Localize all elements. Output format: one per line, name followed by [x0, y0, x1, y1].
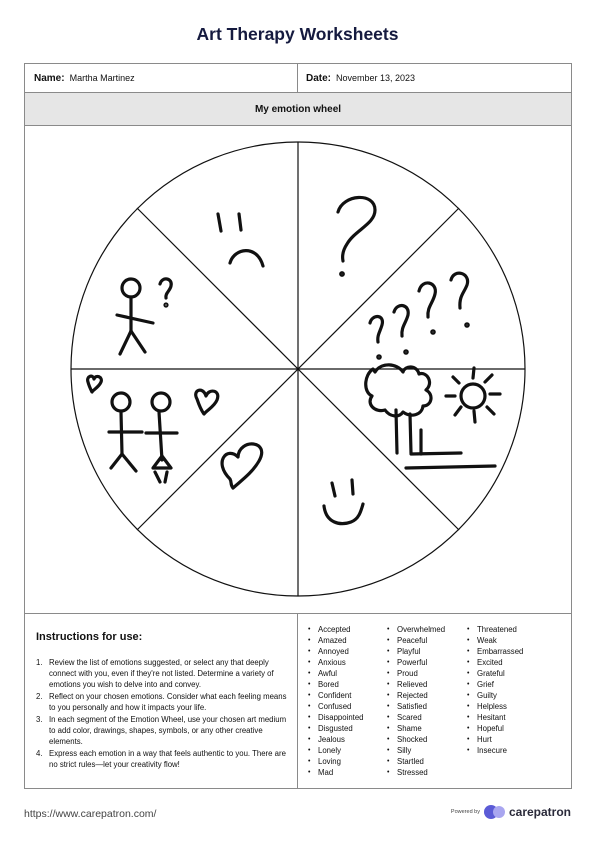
emotions-list	[307, 624, 569, 784]
emotion-item: • Shame	[386, 723, 445, 734]
instruction-step: Express each emotion in a way that feels authentic to you. There are no strict rules—let your creativity flow!	[49, 749, 286, 769]
emotion-item: • Peaceful	[386, 635, 445, 646]
bottom-row	[25, 613, 571, 788]
brand-name: carepatron	[508, 805, 571, 819]
emotion-item: • Hesitant	[466, 712, 523, 723]
emotion-item: • Confident	[307, 690, 364, 701]
emotion-item: • Accepted	[307, 624, 364, 635]
instruction-step: Review the list of emotions suggested, or select any that deeply connect with you, even if they're not listed. Determine a variety of emotions you wish to delve into and convey.	[49, 658, 274, 689]
name-cell[interactable]	[25, 64, 298, 92]
emotion-item: • Rejected	[386, 690, 445, 701]
emotion-item: • Excited	[466, 657, 523, 668]
carepatron-logo-icon	[484, 804, 506, 820]
emotion-item: • Helpless	[466, 701, 523, 712]
emotion-item: • Weak	[466, 635, 523, 646]
emotion-item: • Overwhelmed	[386, 624, 445, 635]
date-value: November 13, 2023	[336, 73, 416, 83]
emotion-item: • Jealous	[307, 734, 364, 745]
emotion-item: • Silly	[386, 745, 445, 756]
name-label: Name:	[34, 72, 65, 84]
date-cell[interactable]	[298, 64, 571, 92]
date-label: Date:	[306, 72, 332, 84]
emotion-item: • Disappointed	[307, 712, 364, 723]
emotion-item: • Hopeful	[466, 723, 523, 734]
emotions-column-2	[386, 624, 445, 778]
header-row	[25, 64, 571, 93]
instructions-panel	[25, 614, 298, 789]
instruction-step: In each segment of the Emotion Wheel, use your chosen art medium to add color, drawings, shapes, symbols, or any other creative elements.	[49, 715, 287, 746]
emotion-item: • Mad	[307, 767, 364, 778]
couple-hearts-drawing	[88, 376, 218, 482]
emotion-item: • Insecure	[466, 745, 523, 756]
emotion-item: • Threatened	[466, 624, 523, 635]
emotion-item: • Lonely	[307, 745, 364, 756]
footer-brand[interactable]	[451, 804, 571, 820]
emotion-item: • Loving	[307, 756, 364, 767]
emotion-item: • Hurt	[466, 734, 523, 745]
emotion-item: • Startled	[386, 756, 445, 767]
emotion-item: • Scared	[386, 712, 445, 723]
page-title: Art Therapy Worksheets	[196, 24, 399, 44]
powered-by-label: Powered by	[450, 809, 480, 815]
emotion-item: • Disgusted	[307, 723, 364, 734]
emotion-item: • Guilty	[466, 690, 523, 701]
emotion-item: • Awful	[307, 668, 364, 679]
instructions-list	[36, 657, 287, 770]
section-title: My emotion wheel	[25, 93, 571, 126]
sad-face-drawing	[218, 214, 263, 266]
emotion-item: • Grief	[466, 679, 523, 690]
instruction-step: Reflect on your chosen emotions. Consider what each feeling means to you personally and how it impacts your life.	[49, 692, 287, 712]
emotion-item: • Stressed	[386, 767, 445, 778]
question-mark-drawing	[338, 197, 375, 275]
heart-drawing	[222, 444, 262, 488]
many-question-marks-drawing	[370, 273, 468, 358]
tree-sun-drawing	[366, 365, 500, 468]
stick-figure-question-drawing	[117, 279, 171, 354]
worksheet	[24, 63, 572, 789]
emotions-column-1	[307, 624, 364, 778]
emotion-item: • Satisfied	[386, 701, 445, 712]
emotion-item: • Bored	[307, 679, 364, 690]
emotion-item: • Amazed	[307, 635, 364, 646]
smile-drawing	[324, 480, 363, 524]
emotion-item: • Relieved	[386, 679, 445, 690]
emotion-item: • Anxious	[307, 657, 364, 668]
emotion-item: • Confused	[307, 701, 364, 712]
footer-url-link[interactable]: https://www.carepatron.com/	[24, 808, 157, 820]
emotion-wheel[interactable]	[25, 126, 571, 614]
instructions-title: Instructions for use:	[36, 631, 143, 643]
emotion-item: • Shocked	[386, 734, 445, 745]
emotion-item: • Proud	[386, 668, 445, 679]
emotion-item: • Annoyed	[307, 646, 364, 657]
emotion-item: • Grateful	[466, 668, 523, 679]
emotion-item: • Playful	[386, 646, 445, 657]
emotions-column-3	[466, 624, 523, 756]
emotion-item: • Embarrassed	[466, 646, 523, 657]
emotion-item: • Powerful	[386, 657, 445, 668]
name-value: Martha Martinez	[69, 73, 135, 83]
emotion-wheel-drawing	[25, 126, 571, 614]
